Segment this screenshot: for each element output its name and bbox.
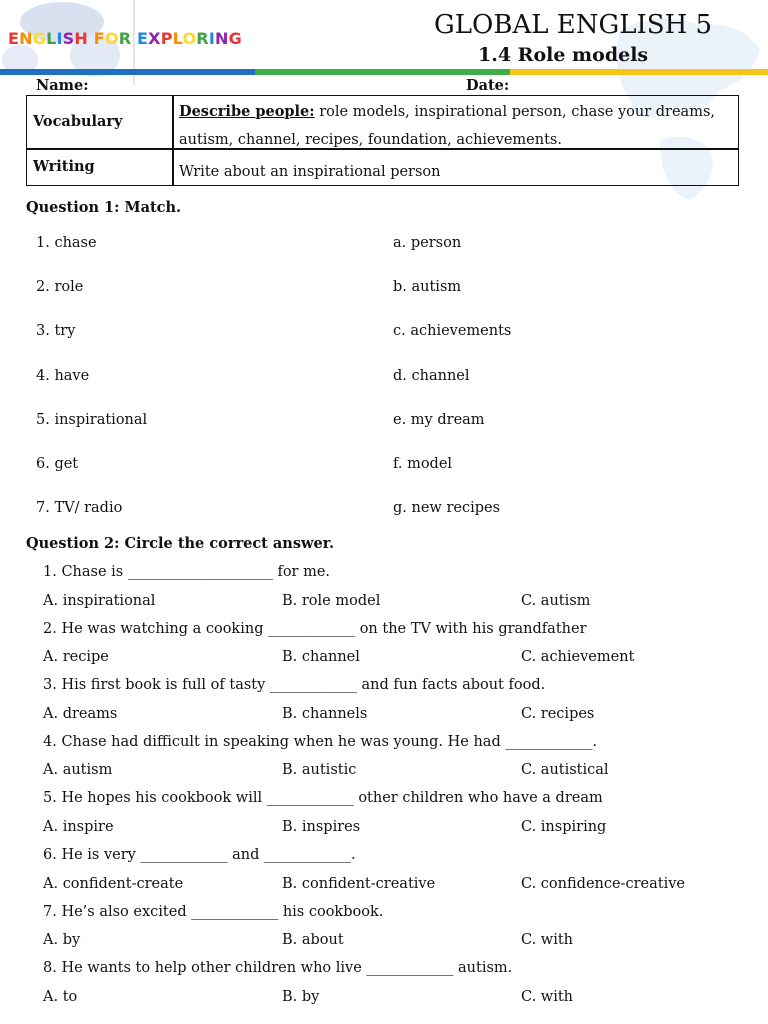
question-text: 3. His first book is full of tasty ____________ and fun facts about food.: [43, 677, 546, 694]
question-text: 6. He is very ____________ and ____________.: [43, 847, 356, 863]
vocabulary-label: Vocabulary: [33, 113, 123, 130]
answer-option-c[interactable]: C. autistical: [521, 762, 609, 779]
writing-task: Write about an inspirational person: [179, 164, 441, 180]
stripe-segment-blue: [0, 69, 255, 75]
question-2-heading: Question 2: Circle the correct answer.: [26, 535, 335, 552]
question-text: 7. He’s also excited ____________ his cookbook.: [43, 903, 384, 920]
question-1-heading: Question 1: Match.: [26, 199, 182, 216]
answer-option-c[interactable]: C. achievement: [521, 649, 635, 666]
describe-people-heading: Describe people:: [179, 103, 315, 120]
match-right-item: e. my dream: [393, 411, 485, 428]
answer-option-a[interactable]: A. to: [43, 988, 78, 1005]
match-left-item: 4. have: [36, 367, 90, 384]
question-text: 5. He hopes his cookbook will ____________ other children who have a dream: [43, 790, 603, 807]
answer-option-b[interactable]: B. autistic: [282, 762, 357, 779]
answer-option-c[interactable]: C. with: [521, 932, 574, 949]
match-left-item: 6. get: [36, 456, 79, 472]
question-text: 8. He wants to help other children who live ____________ autism.: [43, 960, 513, 977]
answer-option-c[interactable]: C. autism: [521, 592, 591, 609]
answer-option-a[interactable]: A. confident-create: [43, 875, 184, 892]
date-label: Date:: [466, 77, 510, 94]
stripe-segment-green: [255, 69, 510, 75]
match-right-item: a. person: [393, 235, 462, 251]
logo-text: ENGLISH FOR EXPLORING: [8, 29, 242, 48]
answer-option-a[interactable]: A. autism: [43, 762, 113, 779]
match-right-item: b. autism: [393, 279, 462, 296]
answer-option-b[interactable]: B. channels: [282, 705, 368, 722]
page-subtitle: 1.4 Role models: [478, 44, 649, 66]
answer-option-a[interactable]: A. inspirational: [43, 592, 156, 609]
answer-option-c[interactable]: C. recipes: [521, 705, 595, 722]
match-left-item: 3. try: [36, 323, 76, 340]
vocabulary-table: [26, 95, 739, 186]
answer-option-c[interactable]: C. confidence-creative: [521, 875, 685, 892]
writing-label: Writing: [33, 158, 95, 175]
answer-option-a[interactable]: A. inspire: [43, 818, 114, 835]
answer-option-b[interactable]: B. confident-creative: [282, 875, 436, 892]
match-right-item: d. channel: [393, 367, 470, 384]
answer-option-c[interactable]: C. inspiring: [521, 818, 607, 835]
answer-option-c[interactable]: C. with: [521, 988, 574, 1005]
question-text: 4. Chase had difficult in speaking when he was young. He had ____________.: [43, 733, 597, 750]
name-label: Name:: [36, 77, 89, 94]
answer-option-b[interactable]: B. about: [282, 932, 344, 949]
question-text: 2. He was watching a cooking ____________ on the TV with his grandfather: [43, 620, 587, 637]
stripe-segment-yellow: [510, 69, 768, 75]
match-right-item: c. achievements: [393, 323, 512, 340]
answer-option-a[interactable]: A. dreams: [43, 705, 118, 722]
match-left-item: 2. role: [36, 279, 84, 296]
header-color-stripe: [0, 69, 768, 75]
table-divider-vertical: [172, 96, 174, 185]
answer-option-b[interactable]: B. role model: [282, 592, 381, 609]
page-title: GLOBAL ENGLISH 5: [434, 10, 713, 40]
answer-option-a[interactable]: A. recipe: [43, 649, 109, 666]
match-right-item: g. new recipes: [393, 500, 501, 517]
answer-option-a[interactable]: A. by: [43, 932, 81, 949]
match-left-item: 7. TV/ radio: [36, 500, 123, 517]
answer-option-b[interactable]: B. by: [282, 988, 320, 1005]
question-text: 1. Chase is ____________________ for me.: [43, 564, 331, 580]
answer-option-b[interactable]: B. channel: [282, 649, 360, 666]
vocabulary-line-2: autism, channel, recipes, foundation, achievements.: [179, 132, 562, 148]
match-left-item: 1. chase: [36, 235, 97, 251]
match-left-item: 5. inspirational: [36, 411, 148, 428]
match-right-item: f. model: [393, 456, 453, 472]
vocabulary-line-1: role models, inspirational person, chase your dreams,: [319, 104, 715, 120]
answer-option-b[interactable]: B. inspires: [282, 818, 361, 835]
vocabulary-content: [179, 98, 739, 154]
